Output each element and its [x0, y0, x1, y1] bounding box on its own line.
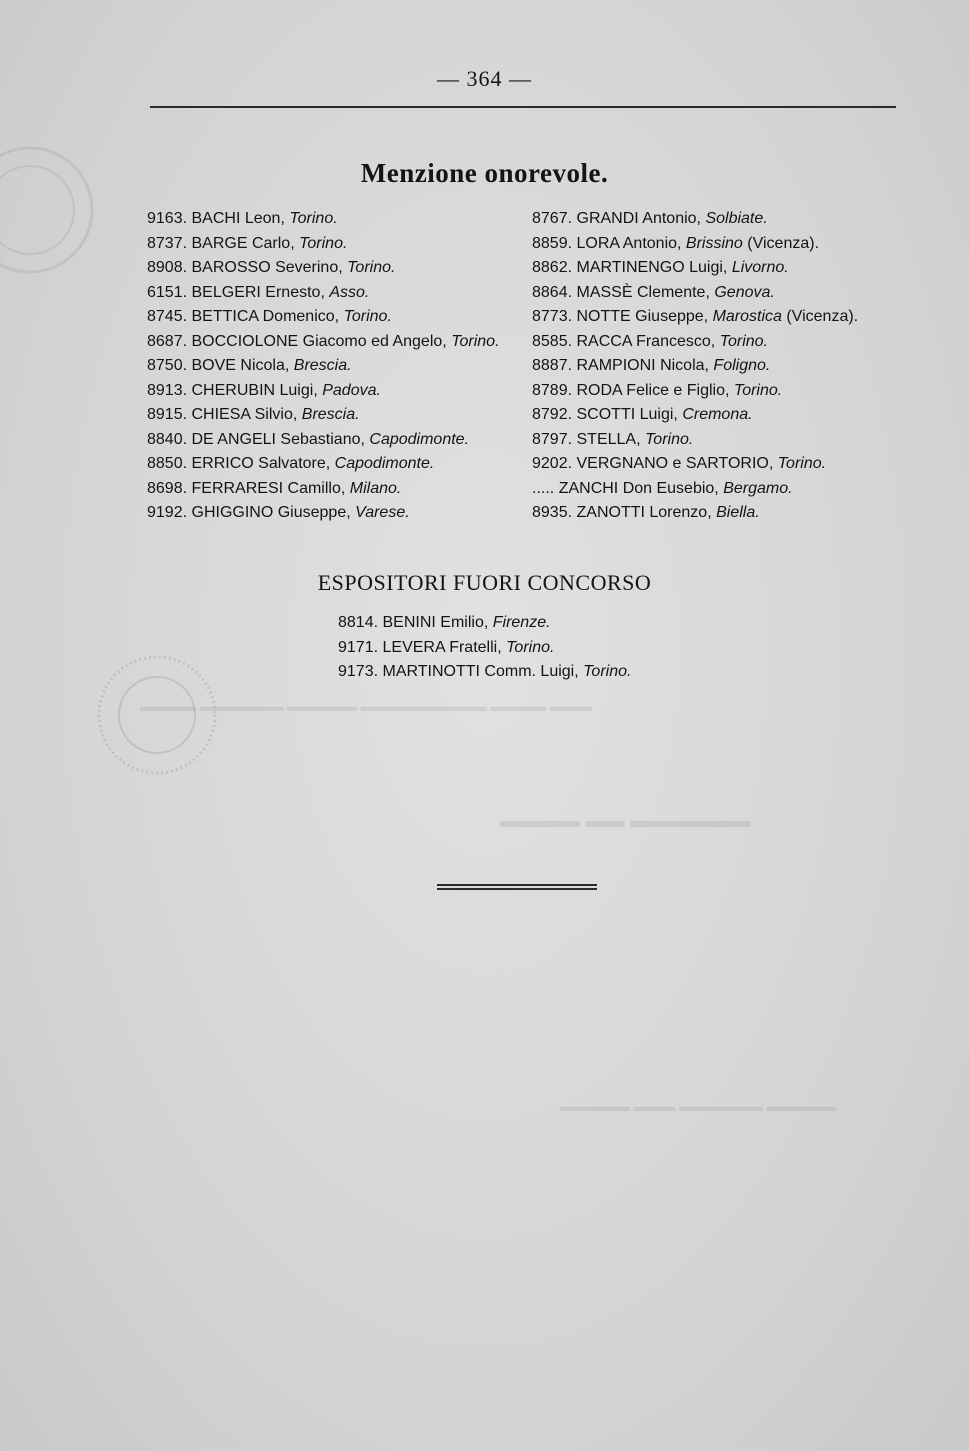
fuori-concorso-list [338, 611, 631, 685]
section-title: Menzione onorevole. [360, 158, 609, 188]
list-item: 8745. BETTICA Domenico, Torino. [147, 308, 392, 325]
list-item: 9163. BACHI Leon, Torino. [147, 210, 338, 227]
list-item: ..... ZANCHI Don Eusebio, Bergamo. [532, 479, 793, 497]
list-item: 8789. RODA Felice e Figlio, Torino. [532, 381, 783, 399]
list-item: 8767. GRANDI Antonio, Solbiate. [532, 210, 768, 227]
list-item: 6151. BELGERI Ernesto, Asso. [147, 283, 370, 301]
bleed-through-text: ▬▬▬▬ ▬▬ ▬▬▬▬▬▬ [500, 810, 750, 832]
section-end-rule [437, 884, 597, 890]
page-number: — 364 — [437, 66, 532, 91]
list-item: 8750. BOVE Nicola, Brescia. [147, 357, 352, 374]
library-stamp-icon [92, 650, 222, 780]
left-column-list [147, 207, 500, 526]
list-item: 8840. DE ANGELI Sebastiano, Capodimonte. [147, 430, 470, 448]
list-item: 8773. NOTTE Giuseppe, Marostica (Vicenza). [532, 308, 859, 325]
list-item: 8698. FERRARESI Camillo, Milano. [147, 479, 402, 497]
list-item: 8913. CHERUBIN Luigi, Padova. [147, 381, 381, 399]
header-rule [150, 106, 896, 108]
list-item: 8792. SCOTTI Luigi, Cremona. [532, 406, 753, 423]
right-column-list [532, 207, 858, 526]
list-item: 9171. LEVERA Fratelli, Torino. [338, 638, 555, 656]
list-item: 8797. STELLA, Torino. [532, 430, 694, 448]
list-item: 8687. BOCCIOLONE Giacomo ed Angelo, Torino. [147, 332, 500, 350]
bleed-through-text: ▬▬▬▬▬ ▬▬▬ ▬▬▬▬▬▬ ▬▬▬▬▬ [560, 1100, 837, 1115]
list-item: 8915. CHIESA Silvio, Brescia. [147, 406, 360, 423]
list-item: 8887. RAMPIONI Nicola, Foligno. [532, 357, 771, 374]
bleed-through-text: ▬▬▬▬ ▬▬▬▬▬▬ ▬▬▬▬▬ ▬▬▬▬▬▬▬▬▬ ▬▬▬▬ ▬▬▬ [140, 700, 592, 715]
fuori-concorso-title: ESPOSITORI FUORI CONCORSO [317, 570, 652, 595]
list-item: 8850. ERRICO Salvatore, Capodimonte. [147, 455, 435, 472]
list-item: 8859. LORA Antonio, Brissino (Vicenza). [532, 234, 820, 252]
list-item: 8737. BARGE Carlo, Torino. [147, 234, 348, 252]
list-item: 9173. MARTINOTTI Comm. Luigi, Torino. [338, 663, 632, 680]
list-item: 8862. MARTINENGO Luigi, Livorno. [532, 259, 789, 276]
list-item: 8864. MASSÈ Clemente, Genova. [532, 283, 775, 301]
list-item: 8935. ZANOTTI Lorenzo, Biella. [532, 504, 760, 521]
list-item: 9192. GHIGGINO Giuseppe, Varese. [147, 504, 410, 521]
list-item: 8585. RACCA Francesco, Torino. [532, 332, 768, 350]
list-item: 8908. BAROSSO Severino, Torino. [147, 259, 396, 276]
list-item: 9202. VERGNANO e SARTORIO, Torino. [532, 455, 827, 472]
list-item: 8814. BENINI Emilio, Firenze. [338, 614, 551, 631]
